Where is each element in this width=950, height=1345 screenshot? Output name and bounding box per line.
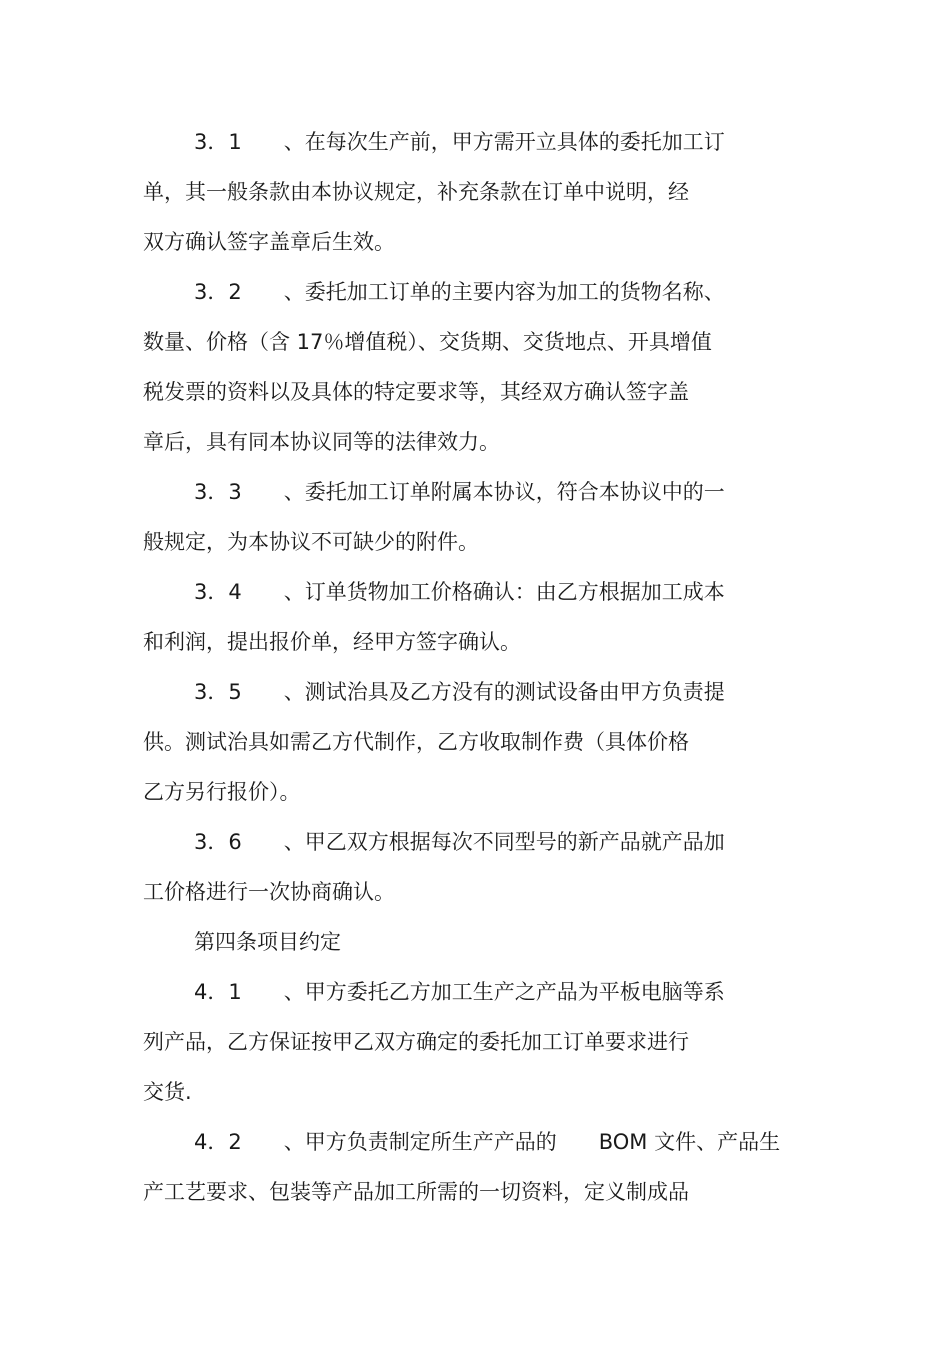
text-line: 乙方另行报价）。	[143, 780, 301, 804]
text-line: 3．4 、订单货物加工价格确认：由乙方根据加工成本	[194, 580, 725, 604]
text-line: 产工艺要求、包装等产品加工所需的一切资料，定义制成品	[143, 1180, 689, 1204]
text-line: 4．1 、甲方委托乙方加工生产之产品为平板电脑等系	[194, 980, 725, 1004]
text-line: 双方确认签字盖章后生效。	[143, 230, 395, 254]
section-heading: 第四条项目约定	[194, 930, 341, 954]
text-line: 章后，具有同本协议同等的法律效力。	[143, 430, 500, 454]
text-line: 工价格进行一次协商确认。	[143, 880, 395, 904]
text-line: 数量、价格（含 17％增值税）、交货期、交货地点、开具增值	[143, 330, 712, 354]
text-line: 3．3 、委托加工订单附属本协议，符合本协议中的一	[194, 480, 725, 504]
text-line: 般规定，为本协议不可缺少的附件。	[143, 530, 479, 554]
text-line: 供。测试治具如需乙方代制作，乙方收取制作费（具体价格	[143, 730, 689, 754]
text-line: 3．5 、测试治具及乙方没有的测试设备由甲方负责提	[194, 680, 725, 704]
text-line: 单，其一般条款由本协议规定，补充条款在订单中说明，经	[143, 180, 689, 204]
text-line: 列产品，乙方保证按甲乙双方确定的委托加工订单要求进行	[143, 1030, 689, 1054]
text-line: 4．2 、甲方负责制定所生产产品的 BOM 文件、产品生	[194, 1130, 781, 1154]
text-line: 和利润，提出报价单，经甲方签字确认。	[143, 630, 521, 654]
text-line: 3．2 、委托加工订单的主要内容为加工的货物名称、	[194, 280, 725, 304]
text-line: 3．1 、在每次生产前，甲方需开立具体的委托加工订	[194, 130, 725, 154]
text-line: 交货.	[143, 1080, 192, 1104]
text-line: 税发票的资料以及具体的特定要求等，其经双方确认签字盖	[143, 380, 689, 404]
text-line: 3．6 、甲乙双方根据每次不同型号的新产品就产品加	[194, 830, 725, 854]
